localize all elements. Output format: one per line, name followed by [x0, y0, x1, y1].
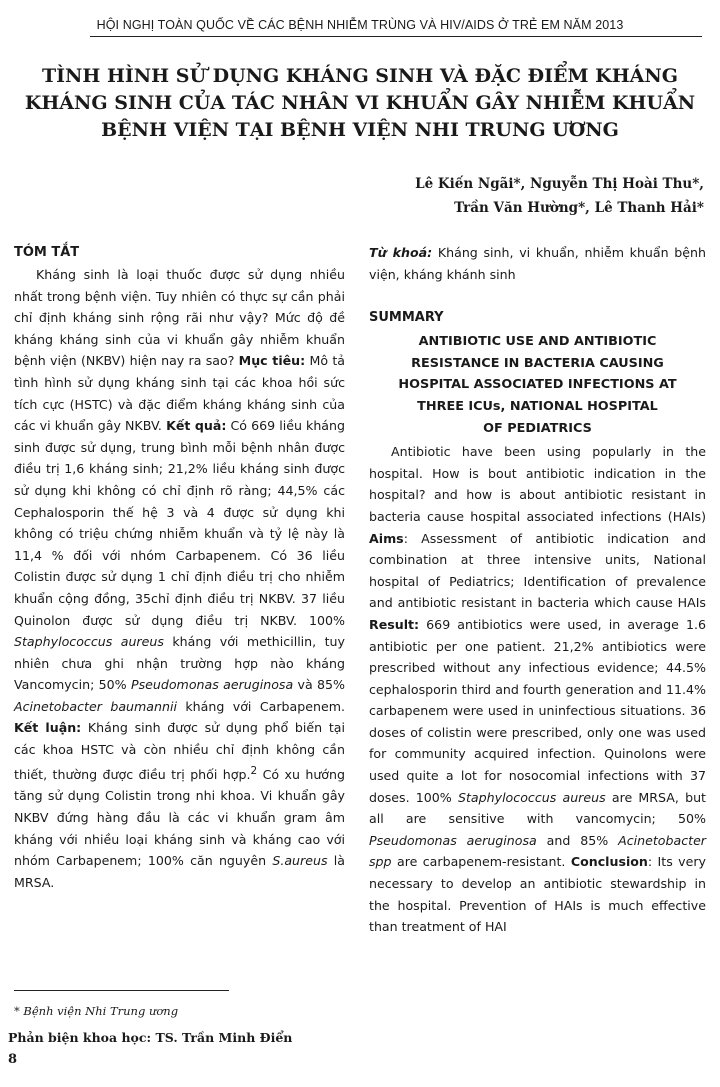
result-text: are MRSA, but all are sensitive with vancomycin; 50%	[369, 789, 706, 827]
abstract-vi-body	[14, 264, 345, 893]
author-line: Trần Văn Hường*, Lê Thanh Hải*	[454, 200, 704, 216]
author-list	[415, 172, 704, 220]
abstract-vi-intro: Kháng sinh là loại thuốc được sử dụng nhiều nhất trong bệnh viện. Tuy nhiên có thực sự cần phải chỉ định kháng sinh rộng rãi như vậy? Mức độ đề kháng kháng sinh của vi khuẩn gây nhiễm khuẩn bệnh viện (NKBV) hiện nay ra sao?	[14, 267, 345, 369]
result-text: are carbapenem-resistant.	[396, 854, 566, 870]
reviewer-line: Phản biện khoa học: TS. Trần Minh Điển	[8, 1030, 293, 1045]
summary-title-line: OF PEDIATRICS	[483, 420, 592, 436]
abstract-vi-column	[14, 242, 345, 893]
title-line: KHÁNG SINH CỦA TÁC NHÂN VI KHUẨN GÂY NHIỄM KHUẨN	[24, 92, 696, 114]
keywords-label: Từ khoá:	[369, 245, 433, 260]
result-text: and 85%	[546, 832, 609, 848]
header-rule	[90, 36, 702, 37]
abstract-vi-heading: TÓM TẮT	[14, 245, 80, 260]
result-text: kháng với Carbapenem.	[185, 698, 345, 714]
aims-text: : Assessment of antibiotic indication and combination at three intensive units, National hospital of Pediatrics; Identification of prevalence and antibiotic resistant in bacteria which cause HAIs	[369, 530, 706, 611]
summary-title-line: THREE ICUs, NATIONAL HOSPITAL	[417, 398, 658, 414]
conclusion-text: là MRSA.	[14, 853, 345, 890]
keywords-text: Kháng sinh, vi khuẩn, nhiễm khuẩn bệnh viện, kháng khánh sinh	[369, 245, 707, 282]
result-text: và 85%	[297, 677, 345, 693]
conclusion-text: Kháng sinh được sử dụng phổ biến tại các khoa HSTC và còn nhiều chỉ định không cần thiết, thường được điều trị phối hợp.	[14, 720, 345, 782]
affiliation-footnote: * Bệnh viện Nhi Trung ương	[14, 1004, 179, 1018]
species-name: Staphylococcus aureus	[457, 789, 606, 805]
summary-en-body	[369, 441, 706, 938]
reference-superscript: 2	[250, 764, 258, 777]
result-text: Có 669 liều kháng sinh được sử dụng, trung bình mỗi bệnh nhân được điều trị 1,6 kháng sinh; 21,2% liều kháng sinh được sử dụng khi không có chỉ định rõ ràng; 44,5% các Cephalosporin thế hệ 3 và 4 được sử dụng khi không có triệu chứng nhiễm khuẩn và tỷ lệ này là 11,4 % đối với nhóm Carbapenem. Có 36 liều Colistin được sử dụng 1 chỉ định điều trị cho nhiễm khuẩn cộng đồng, 35chỉ định điều trị NKBV. 37 liều Quinolon được sử dụng điều trị NKBV. 100%	[14, 418, 345, 628]
species-name: Acinetobacter spp	[369, 832, 706, 870]
keywords	[369, 242, 706, 285]
summary-title-line: HOSPITAL ASSOCIATED INFECTIONS AT	[398, 377, 677, 393]
aims-label: Aims	[369, 530, 404, 546]
species-name: S.aureus	[272, 853, 328, 869]
summary-title	[369, 331, 706, 439]
summary-title-line: RESISTANCE IN BACTERIA CAUSING	[411, 355, 664, 371]
author-line: Lê Kiến Ngãi*, Nguyễn Thị Hoài Thu*,	[415, 176, 704, 192]
aim-label: Mục tiêu:	[238, 353, 306, 369]
species-name: Pseudomonas aeruginosa	[130, 677, 294, 693]
conclusion-text: : Its very necessary to develop an antibiotic stewardship in the hospital. Prevention of HAIs is much effective than treatment of HAI	[369, 854, 706, 935]
species-name: Pseudomonas aeruginosa	[369, 832, 537, 848]
summary-heading: SUMMARY	[369, 310, 444, 326]
aim-text: Mô tả tình hình sử dụng kháng sinh tại các khoa hồi sức tích cực (HSTC) và đặc điểm kháng kháng sinh của các vi khuẩn gây NKBV.	[14, 353, 345, 434]
page-number: 8	[8, 1052, 18, 1067]
summary-title-line: ANTIBIOTIC USE AND ANTIBIOTIC	[418, 334, 657, 350]
summary-en-column	[369, 242, 706, 938]
conclusion-label: Conclusion	[570, 854, 648, 870]
title-line: BỆNH VIỆN TẠI BỆNH VIỆN NHI TRUNG ƯƠNG	[101, 119, 619, 141]
result-label: Result:	[369, 616, 420, 632]
conclusion-label: Kết luận:	[14, 720, 82, 736]
result-text: kháng với methicillin, tuy nhiên chưa ghi nhận trường hợp nào kháng Vancomycin; 50%	[14, 634, 345, 693]
result-label: Kết quả:	[166, 418, 227, 434]
title-line: TÌNH HÌNH SỬ DỤNG KHÁNG SINH VÀ ĐẶC ĐIỂM KHÁNG	[42, 65, 678, 87]
footnote-rule	[14, 990, 229, 991]
result-text: 669 antibiotics were used, in average 1.6 antibiotic per one patient. 21,2% antibiotics were prescribed without any infectious evidence; 44.5% cephalosporin third and fourth generation and 11.4% carbapenem were used in uninfectious situations. 36 doses of colistin were prescribed, only one was used for community acquired infection. Quinolons were used quite a lot for nosocomial infections with 37 doses. 100%	[369, 616, 706, 805]
species-name: Acinetobacter baumannii	[14, 698, 177, 714]
paper-title	[20, 63, 700, 144]
species-name: Staphylococcus aureus	[14, 634, 164, 650]
conclusion-text: Có xu hướng tăng sử dụng Colistin trong nhi khoa. Vi khuẩn gây NKBV đứng hàng đầu là các vi khuẩn gram âm kháng với nhiều loại kháng sinh và kháng cao với nhóm Carbapenem; 100% căn nguyên	[14, 766, 345, 869]
summary-intro: Antibiotic have been using popularly in the hospital. How is bout antibiotic indication in the hospital? and how is about antibiotic resistant in bacteria cause hospital associated infections (HAIs)	[369, 444, 706, 524]
running-header: HỘI NGHỊ TOÀN QUỐC VỀ CÁC BỆNH NHIỄM TRÙNG VÀ HIV/AIDS Ở TRẺ EM NĂM 2013	[96, 18, 624, 32]
